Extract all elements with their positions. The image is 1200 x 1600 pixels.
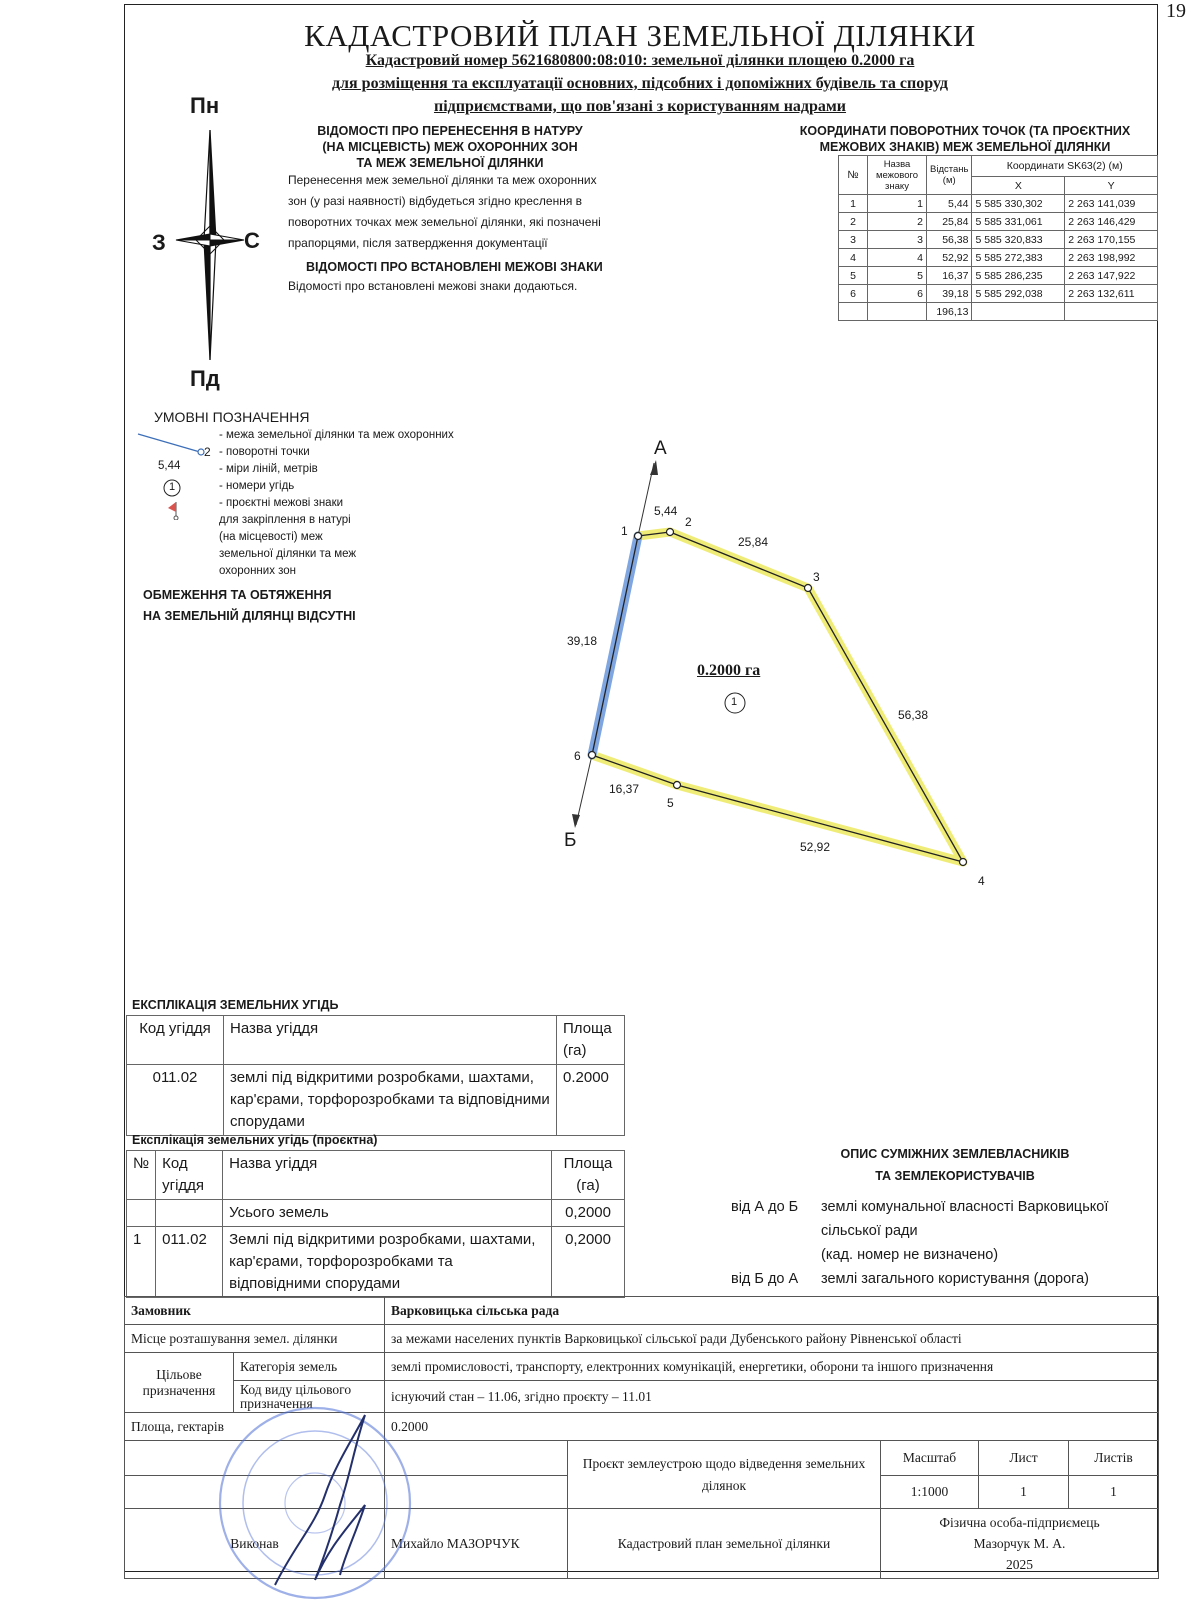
stamp-doc-name: Кадастровий план земельної ділянки [568,1509,881,1579]
transfer-text-2: зон (у разі наявності) відбудеться згідно креслення в [288,194,583,208]
coords-cell: 4 [839,249,868,267]
coords-cell: 52,92 [927,249,972,267]
vertex-point [635,533,642,540]
stamp-customer-label: Замовник [125,1297,385,1325]
expl-proj-name: Землі під відкритими розробками, шахтами, кар'єрами, торфорозробками та відповідними спорудами [223,1227,552,1298]
marks-heading: ВІДОМОСТІ ПРО ВСТАНОВЛЕНІ МЕЖОВІ ЗНАКИ [306,260,603,274]
segment-length: 39,18 [567,634,598,648]
coords-cell: 25,84 [927,213,972,231]
coords-heading-1: КООРДИНАТИ ПОВОРОТНИХ ТОЧОК (ТА ПРОЄКТНИХ [799,124,1131,138]
coords-header-coords: Координати SK63(2) (м) [972,156,1158,177]
coords-cell: 6 [868,285,927,303]
coords-cell: 1 [839,195,868,213]
expl-header-area: Площа (га) [557,1016,625,1065]
transfer-heading-1: ВІДОМОСТІ ПРО ПЕРЕНЕСЕННЯ В НАТУРУ [317,124,583,138]
marks-text: Відомості про встановлені межові знаки додаються. [288,279,578,293]
stamp-performed-label: Виконав [125,1509,385,1579]
vertex-label: 1 [621,524,628,538]
stamp-area-label: Площа, гектарів [125,1413,385,1441]
legend-item: (на місцевості) меж [219,531,323,543]
table-row [127,1227,625,1298]
stamp-purpose-label: Цільове призначення [125,1353,234,1413]
coords-cell: 2 263 147,922 [1065,267,1158,285]
legend-item: охоронних зон [219,565,297,577]
coords-cell: 5 585 286,235 [972,267,1065,285]
vertex-point [589,752,596,759]
coords-cell: 5,44 [927,195,972,213]
coords-cell: 6 [839,285,868,303]
stamp-category-label: Категорія земель [234,1353,385,1381]
page-number: 19 [1166,0,1186,22]
stamp-sheets-label: Листів [1094,1450,1133,1465]
vertex-label: 2 [685,515,692,529]
parcel-number: 1 [731,696,738,708]
arrow-down-icon [572,814,580,828]
transfer-text-4: прапорцями, після затвердження документації [288,236,548,250]
stamp-sheet-label: Лист [979,1441,1069,1475]
transfer-heading-3: ТА МЕЖ ЗЕМЕЛЬНОЇ ДІЛЯНКИ [356,156,544,170]
segment-length: 56,38 [898,708,929,722]
expl-header-name: Назва угіддя [224,1016,557,1065]
legend-item: - межа земельної ділянки та меж охоронних [219,429,454,441]
stamp-code-label: Код виду цільового призначення [234,1381,385,1413]
stamp-year: 2025 [1006,1557,1033,1572]
coords-cell: 16,37 [927,267,972,285]
purpose-line-2: підприємствами, що пов'язані з користуванням надрами [433,98,847,115]
coords-cell: 2 263 198,992 [1065,249,1158,267]
direction-label-a: А [654,438,667,459]
vertex-label: 6 [574,749,581,763]
expl-proj-total-label: Усього земель [223,1200,552,1227]
neighbors-heading-2: ТА ЗЕМЛЕКОРИСТУВАЧІВ [875,1169,1035,1183]
vertex-point [674,782,681,789]
purpose-line-1: для розміщення та експлуатації основних, підсобних і допоміжних будівель та споруд [331,75,949,92]
compass-south-label: Пд [190,366,220,391]
stamp-company-block [881,1509,1159,1579]
explication-table [126,1015,625,1136]
segment-length: 5,44 [654,504,678,518]
restrictions-line-1: ОБМЕЖЕННЯ ТА ОБТЯЖЕННЯ [143,588,332,602]
coords-cell: 5 585 320,833 [972,231,1065,249]
coords-total: 196,13 [927,303,972,321]
neighbor-from-b-to-a: від Б до А [731,1271,799,1287]
coords-cell: 5 585 330,302 [972,195,1065,213]
signature [255,1405,405,1595]
parcel-boundary [592,532,963,862]
coords-cell: 2 [868,213,927,231]
coords-cell: 56,38 [927,231,972,249]
coords-cell: 2 [839,213,868,231]
transfer-text-3: поворотних точках меж земельної ділянки, які позначені [288,215,601,229]
expl-name: землі під відкритими розробками, шахтами, кар'єрами, торфорозробками та відповідними спорудами [224,1065,557,1136]
coords-header-dist: Відстань (м) [927,156,972,195]
legend-sample-point: 2 [204,445,211,459]
stamp-performer: Михайло МАЗОРЧУК [385,1509,568,1579]
coords-cell: 5 585 292,038 [972,285,1065,303]
coords-cell: 5 [839,267,868,285]
expl-proj-header-area: Площа (га) [552,1151,625,1200]
expl-proj-header-code: Код угіддя [156,1151,223,1200]
coords-header-x: X [972,177,1065,195]
compass-west-label: З [152,230,166,255]
table-row [127,1065,625,1136]
coords-cell: 2 263 170,155 [1065,231,1158,249]
vertex-point [805,585,812,592]
legend-item: - міри ліній, метрів [219,463,318,475]
arrow-up-icon [650,460,658,475]
coords-cell: 5 [868,267,927,285]
expl-proj-header-no: № [127,1151,156,1200]
direction-label-b: Б [564,830,577,851]
stamp-sheet: 1 [979,1476,1069,1508]
stamp-category: землі промисловості, транспорту, електронних комунікацій, енергетики, оборони та іншого призначення [385,1353,1159,1381]
coords-cell: 4 [868,249,927,267]
coords-heading-2: МЕЖОВИХ ЗНАКІВ) МЕЖ ЗЕМЕЛЬНОЇ ДІЛЯНКИ [819,140,1111,154]
legend-item: - проєктні межові знаки [219,497,344,509]
explication-project-heading: Експлікація земельних угідь (проєктна) [132,1133,378,1147]
coords-header-name: Назва межового знаку [868,156,927,195]
stamp-code: існуючий стан – 11.06, згідно проєкту – 11.01 [385,1381,1159,1413]
expl-proj-no: 1 [127,1227,156,1298]
coords-cell: 3 [868,231,927,249]
coords-cell: 2 263 141,039 [1065,195,1158,213]
coords-cell: 5 585 331,061 [972,213,1065,231]
expl-proj-total-area: 0,2000 [552,1200,625,1227]
coords-cell: 39,18 [927,285,972,303]
cadastral-number-line: Кадастровий номер 5621680800:08:010: земельної ділянки площею 0.2000 га [365,52,915,69]
vertex-point [960,859,967,866]
transfer-text-1: Перенесення меж земельної ділянки та меж охоронних [288,173,597,187]
expl-proj-code: 011.02 [156,1227,223,1298]
stamp-scale-label: Масштаб [881,1441,979,1476]
coords-cell: 1 [868,195,927,213]
stamp-scale: 1:1000 [881,1476,979,1509]
segment-length: 25,84 [738,535,769,549]
legend-sample-num: 1 [169,481,176,493]
legend-sample-dist: 5,44 [158,460,181,472]
explication-project-table [126,1150,625,1298]
parcel-area-label: 0.2000 га [697,662,761,679]
neighbor-desc: сільської ради [821,1223,918,1239]
neighbor-desc: (кад. номер не визначено) [821,1247,999,1263]
stamp-company: Фізична особа-підприємець [939,1515,1100,1530]
explication-heading: ЕКСПЛІКАЦІЯ ЗЕМЕЛЬНИХ УГІДЬ [132,998,339,1012]
neighbor-from-a-to-b: від А до Б [731,1199,799,1215]
segment-length: 16,37 [609,782,640,796]
stamp-area: 0.2000 [385,1413,1159,1441]
stamp-person: Мазорчук М. А. [973,1536,1066,1551]
compass-north-label: Пн [190,93,220,118]
neighbors-heading-1: ОПИС СУМІЖНИХ ЗЕМЛЕВЛАСНИКІВ [840,1147,1070,1161]
stamp-location: за межами населених пунктів Варковицької сільської ради Дубенського району Рівненської області [385,1325,1159,1353]
legend-item: - номери угідь [219,480,295,492]
legend-item: - поворотні точки [219,446,310,458]
coords-cell: 3 [839,231,868,249]
vertex-label: 5 [667,796,674,810]
legend-item: земельної ділянки та меж [219,548,357,560]
coords-cell: 2 263 146,429 [1065,213,1158,231]
document-title: КАДАСТРОВИЙ ПЛАН ЗЕМЕЛЬНОЇ ДІЛЯНКИ [304,18,976,53]
segment-length: 52,92 [800,840,831,854]
expl-proj-header-name: Назва угіддя [223,1151,552,1200]
vertex-point [667,529,674,536]
legend-item: для закріплення в натурі [219,514,351,526]
coords-cell: 5 585 272,383 [972,249,1065,267]
vertex-label: 3 [813,570,820,584]
coords-header-no: № [839,156,868,195]
signature-stroke [275,1415,365,1585]
expl-header-code: Код угіддя [127,1016,224,1065]
stamp-project: Проєкт землеустрою щодо відведення земельних ділянок [568,1441,881,1509]
expl-code: 011.02 [127,1065,224,1136]
neighbor-desc: землі загального користування (дорога) [821,1271,1090,1287]
expl-area: 0.2000 [557,1065,625,1136]
direction-line-b [576,755,592,825]
restrictions-line-2: НА ЗЕМЕЛЬНІЙ ДІЛЯНЦІ ВІДСУТНІ [143,609,356,623]
stamp-sheets: 1 [1110,1484,1117,1499]
stamp-location-label: Місце розташування земел. ділянки [125,1325,385,1353]
transfer-heading-2: (НА МІСЦЕВІСТЬ) МЕЖ ОХОРОННИХ ЗОН [322,140,578,154]
expl-proj-area: 0,2000 [552,1227,625,1298]
coords-header-y: Y [1065,177,1158,195]
legend-heading: УМОВНІ ПОЗНАЧЕННЯ [154,409,310,425]
compass-east-label: С [244,228,260,253]
coords-cell: 2 263 132,611 [1065,285,1158,303]
vertex-label: 4 [978,874,985,888]
neighbor-desc: землі комунальної власності Варковицької [821,1199,1109,1215]
stamp-customer: Варковицька сільська рада [385,1297,1159,1325]
table-row [127,1200,625,1227]
